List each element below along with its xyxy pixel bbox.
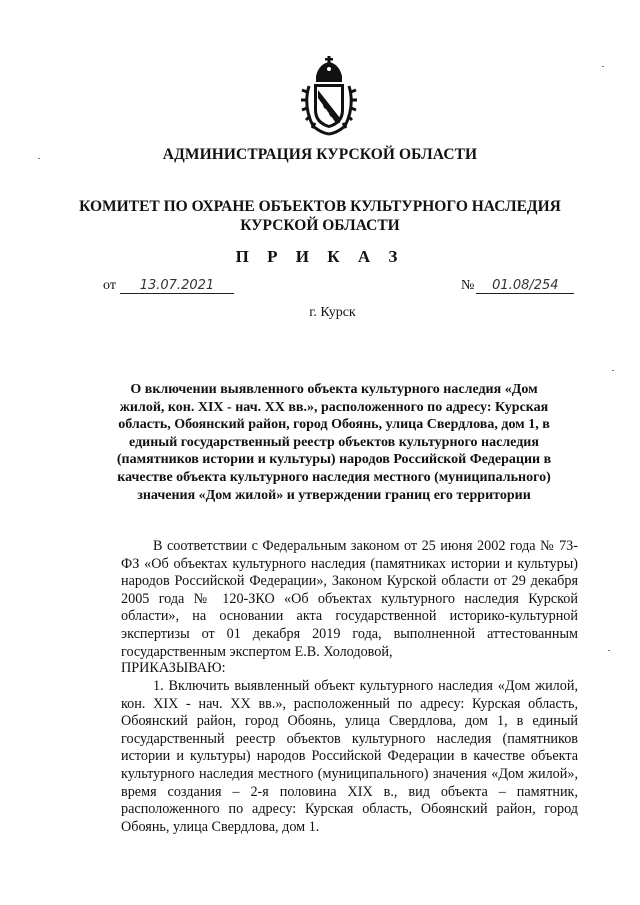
- committee-line-2: КУРСКОЙ ОБЛАСТИ: [240, 217, 400, 234]
- number-value: 01.08/254: [476, 278, 574, 294]
- command-word: ПРИКАЗЫВАЮ:: [121, 660, 226, 676]
- order-date: [103, 278, 234, 294]
- date-label: от: [103, 278, 116, 293]
- order-number: [461, 278, 574, 294]
- committee-line-1: КОМИТЕТ ПО ОХРАНЕ ОБЪЕКТОВ КУЛЬТУРНОГО НАСЛЕДИЯ: [79, 198, 561, 215]
- item-1-paragraph: 1. Включить выявленный объект культурного наследия «Дом жилой, кон. XIX - нач. XX вв.», расположенный по адресу: Курская область, Обоянский район, город Обоянь, улица Свердлова, дом 1, в единый государственный реестр объектов культурного наследия (памятников истории и культуры) народов Российской Федерации в качестве объекта культурного наследия местного (муниципального) значения «Дом жилой», время создания – 2-я половина XIX в., вид объекта – памятник, расположенного по адресу: Курская область, Обоянский район, город Обоянь, улица Свердлова, дом 1.: [121, 678, 578, 835]
- date-value: 13.07.2021: [120, 278, 234, 294]
- administration-title: АДМИНИСТРАЦИЯ КУРСКОЙ ОБЛАСТИ: [162, 146, 478, 163]
- order-subject: О включении выявленного объекта культурного наследия «Дом жилой, кон. XIX - нач. XX вв.», расположенного по адресу: Курская область, Обоянский район, город Обоянь, улица Свердлова, дом 1, в единый государственный реестр объектов культурного наследия (памятников истории и культуры) народов Российской Федерации в качестве объекта культурного наследия местного (муниципального) значения «Дом жилой» и утверждении границ его территории: [116, 382, 552, 503]
- preamble-paragraph: В соответствии с Федеральным законом от 25 июня 2002 года № 73-ФЗ «Об объектах культурного наследия (памятниках истории и культуры) народов Российской Федерации», Законом Курской области от 29 декабря 2005 года № 120-ЗКО «Об объектах культурного наследия Курской области», на основании акта государственной историко-культурной экспертизы от 01 декабря 2019 года, выполненной аттестованным государственным экспертом Е.В. Холодовой,: [121, 538, 578, 660]
- document-type: П Р И К А З: [235, 247, 405, 266]
- committee-title: [0, 197, 640, 235]
- number-label: №: [461, 278, 475, 293]
- scan-speck: [602, 66, 604, 67]
- scan-speck: [612, 370, 614, 371]
- scan-speck: [38, 158, 40, 159]
- coat-of-arms-icon: [299, 56, 359, 136]
- city: г. Курск: [309, 305, 356, 320]
- scan-speck: [608, 650, 610, 651]
